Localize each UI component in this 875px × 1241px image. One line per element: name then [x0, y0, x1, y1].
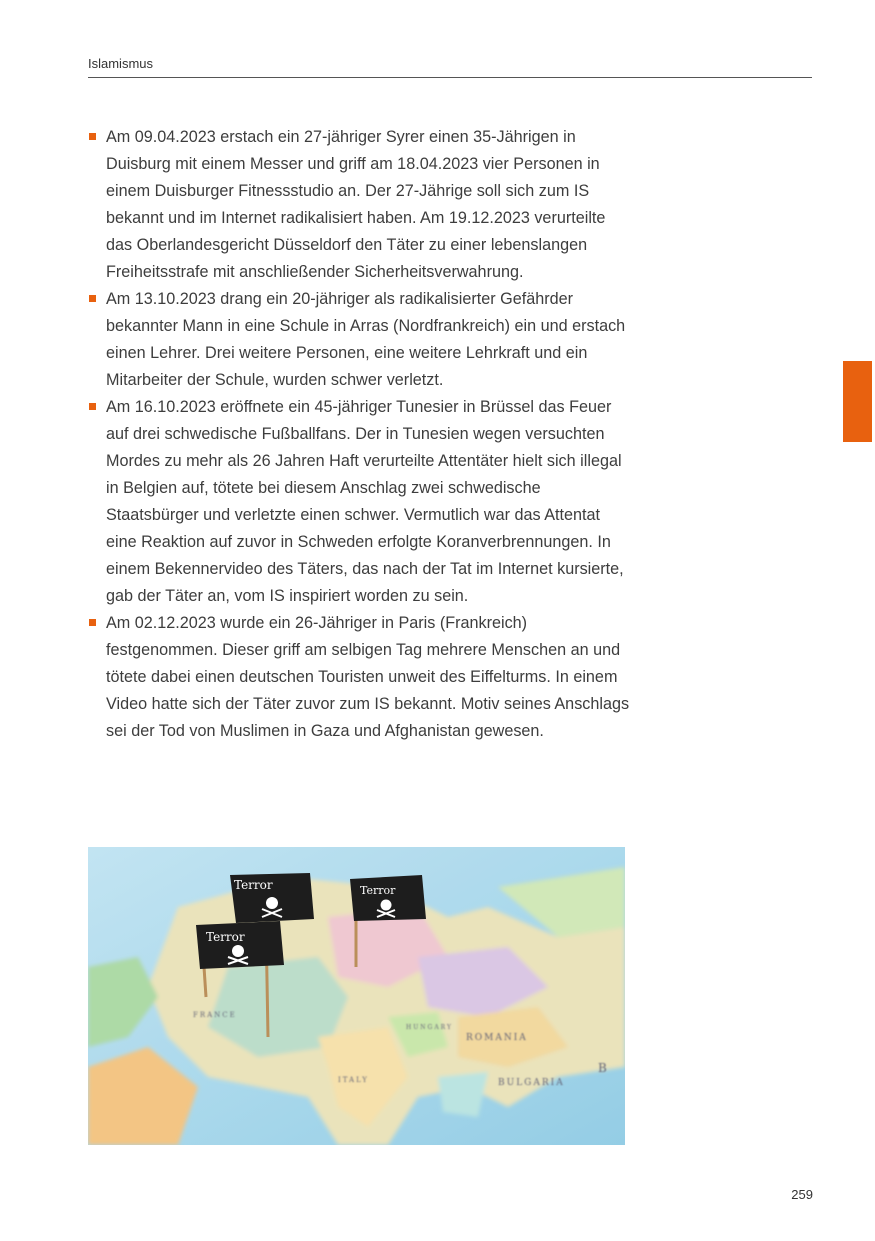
map-label-b: B [598, 1061, 609, 1075]
bullet-square-icon [89, 295, 96, 302]
list-item [88, 286, 633, 394]
map-label-bulgaria: BULGARIA [498, 1078, 565, 1088]
flag-label: Terror [206, 930, 245, 944]
running-header [88, 56, 812, 78]
map-label-hungary: HUNGARY [406, 1024, 453, 1031]
bullet-square-icon [89, 619, 96, 626]
list-item [88, 610, 633, 745]
list-item-text: Am 09.04.2023 erstach ein 27-jähriger Syrer einen 35-Jährigen in Duisburg mit einem Messer und griff am 18.04.2023 vier Personen in einem Duisburger Fitnessstudio an. Der 27-Jährige soll sich zum IS bekannt und im Internet radikalisiert haben. Am 19.12.2023 verurteilte das Oberlandesgericht Düsseldorf den Täter zu einer lebenslangen Freiheitsstrafe mit anschließender Sicherheitsverwahrung. [106, 128, 606, 281]
incident-list [88, 124, 633, 745]
flag-label: Terror [234, 878, 273, 892]
list-item [88, 124, 633, 286]
section-title: Islamismus [88, 56, 154, 71]
terror-flags-map-photo [88, 847, 625, 1145]
list-item [88, 394, 633, 610]
chapter-tab-marker [843, 361, 872, 442]
page-number: 259 [791, 1187, 813, 1202]
map-label-france: FRANCE [193, 1011, 237, 1019]
bullet-square-icon [89, 133, 96, 140]
list-item-text: Am 13.10.2023 drang ein 20-jähriger als radikalisierter Gefährder bekannter Mann in eine Schule in Arras (Nordfrankreich) ein und erstach einen Lehrer. Drei weitere Personen, eine weitere Lehrkraft und ein Mitarbeiter der Schule, wurden schwer verletzt. [106, 290, 626, 389]
map-label-italy: ITALY [338, 1076, 369, 1084]
map-label-romania: ROMANIA [466, 1033, 528, 1043]
flag-label: Terror [360, 884, 396, 897]
bullet-square-icon [89, 403, 96, 410]
list-item-text: Am 02.12.2023 wurde ein 26-Jähriger in Paris (Frankreich) festgenommen. Dieser griff am selbigen Tag mehrere Menschen an und tötete dabei einen deutschen Touristen unweit des Eiffelturms. In einem Video hatte sich der Täter zuvor zum IS bekannt. Motiv seines Anschlags sei der Tod von Muslimen in Gaza und Afghanistan gewesen. [106, 614, 630, 740]
list-item-text: Am 16.10.2023 eröffnete ein 45-jähriger Tunesier in Brüssel das Feuer auf drei schwedische Fußballfans. Der in Tunesien wegen versuchten Mordes zu mehr als 26 Jahren Haft verurteilte Attentäter hielt sich illegal in Belgien auf, tötete bei diesem Anschlag zwei schwedische Staatsbürger und verletzte einen schwer. Vermutlich war das Attentat eine Reaktion auf zuvor in Schweden erfolgte Koranverbrennungen. In einem Bekennervideo des Täters, das nach der Tat im Internet kursierte, gab der Täter an, vom IS inspiriert worden zu sein. [106, 398, 624, 605]
